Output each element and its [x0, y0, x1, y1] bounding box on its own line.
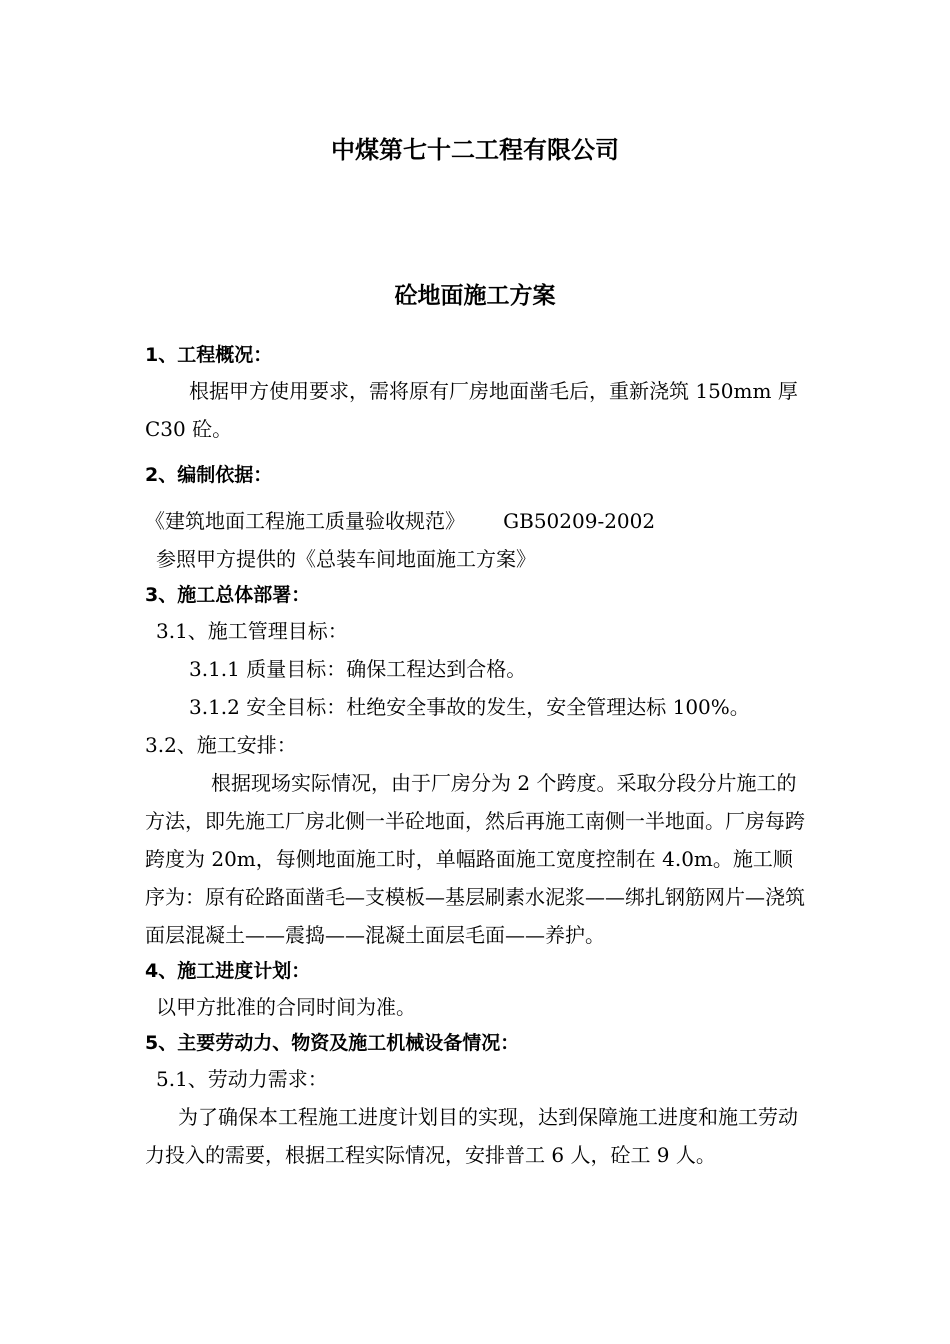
section-3-1-1: 3.1.1 质量目标：确保工程达到合格。	[189, 657, 527, 681]
section-5-1-heading: 5.1、劳动力需求：	[156, 1067, 328, 1091]
section-4-heading: 4、施工进度计划：	[145, 960, 311, 982]
section-4-paragraph: 以甲方批准的合同时间为准。	[156, 995, 416, 1019]
section-3-2-heading: 3.2、施工安排：	[145, 733, 297, 757]
section-3-1-heading: 3.1、施工管理目标：	[156, 619, 348, 643]
section-2-reference-1: 《建筑地面工程施工质量验收规范》 GB50209-2002	[145, 509, 656, 533]
section-1-heading: 1、工程概况：	[145, 344, 273, 366]
section-1-paragraph: 根据甲方使用要求，需将原有厂房地面凿毛后，重新浇筑 150mm 厚 C30 砼。	[145, 379, 798, 441]
company-name: 中煤第七十二工程有限公司	[331, 136, 619, 164]
section-2-reference-2: 参照甲方提供的《总装车间地面施工方案》	[156, 547, 536, 571]
section-3-2-paragraph: 根据现场实际情况，由于厂房分为 2 个跨度。采取分段分片施工的方法，即先施工厂房北侧一半砼地面，然后再施工南侧一半地面。厂房每跨跨度为 20m，每侧地面施工时，单幅路面施工宽度控制在 4.0m。施工顺序为：原有砼路面凿毛—支模板—基层刷素水泥浆——绑扎钢筋网片—浇筑面层混凝土——震捣——混凝土面层毛面——养护。	[145, 771, 805, 947]
document-body	[145, 338, 810, 1174]
section-3-heading: 3、施工总体部署：	[145, 584, 311, 606]
section-5-heading: 5、主要劳动力、物资及施工机械设备情况：	[145, 1032, 520, 1054]
section-3-1-2: 3.1.2 安全目标：杜绝安全事故的发生，安全管理达标 100%。	[189, 695, 750, 719]
section-2-heading: 2、编制依据：	[145, 464, 273, 486]
document-title: 砼地面施工方案	[394, 283, 556, 309]
section-5-1-paragraph: 为了确保本工程施工进度计划目的实现，达到保障施工进度和施工劳动力投入的需要，根据工程实际情况，安排普工 6 人，砼工 9 人。	[145, 1105, 798, 1167]
